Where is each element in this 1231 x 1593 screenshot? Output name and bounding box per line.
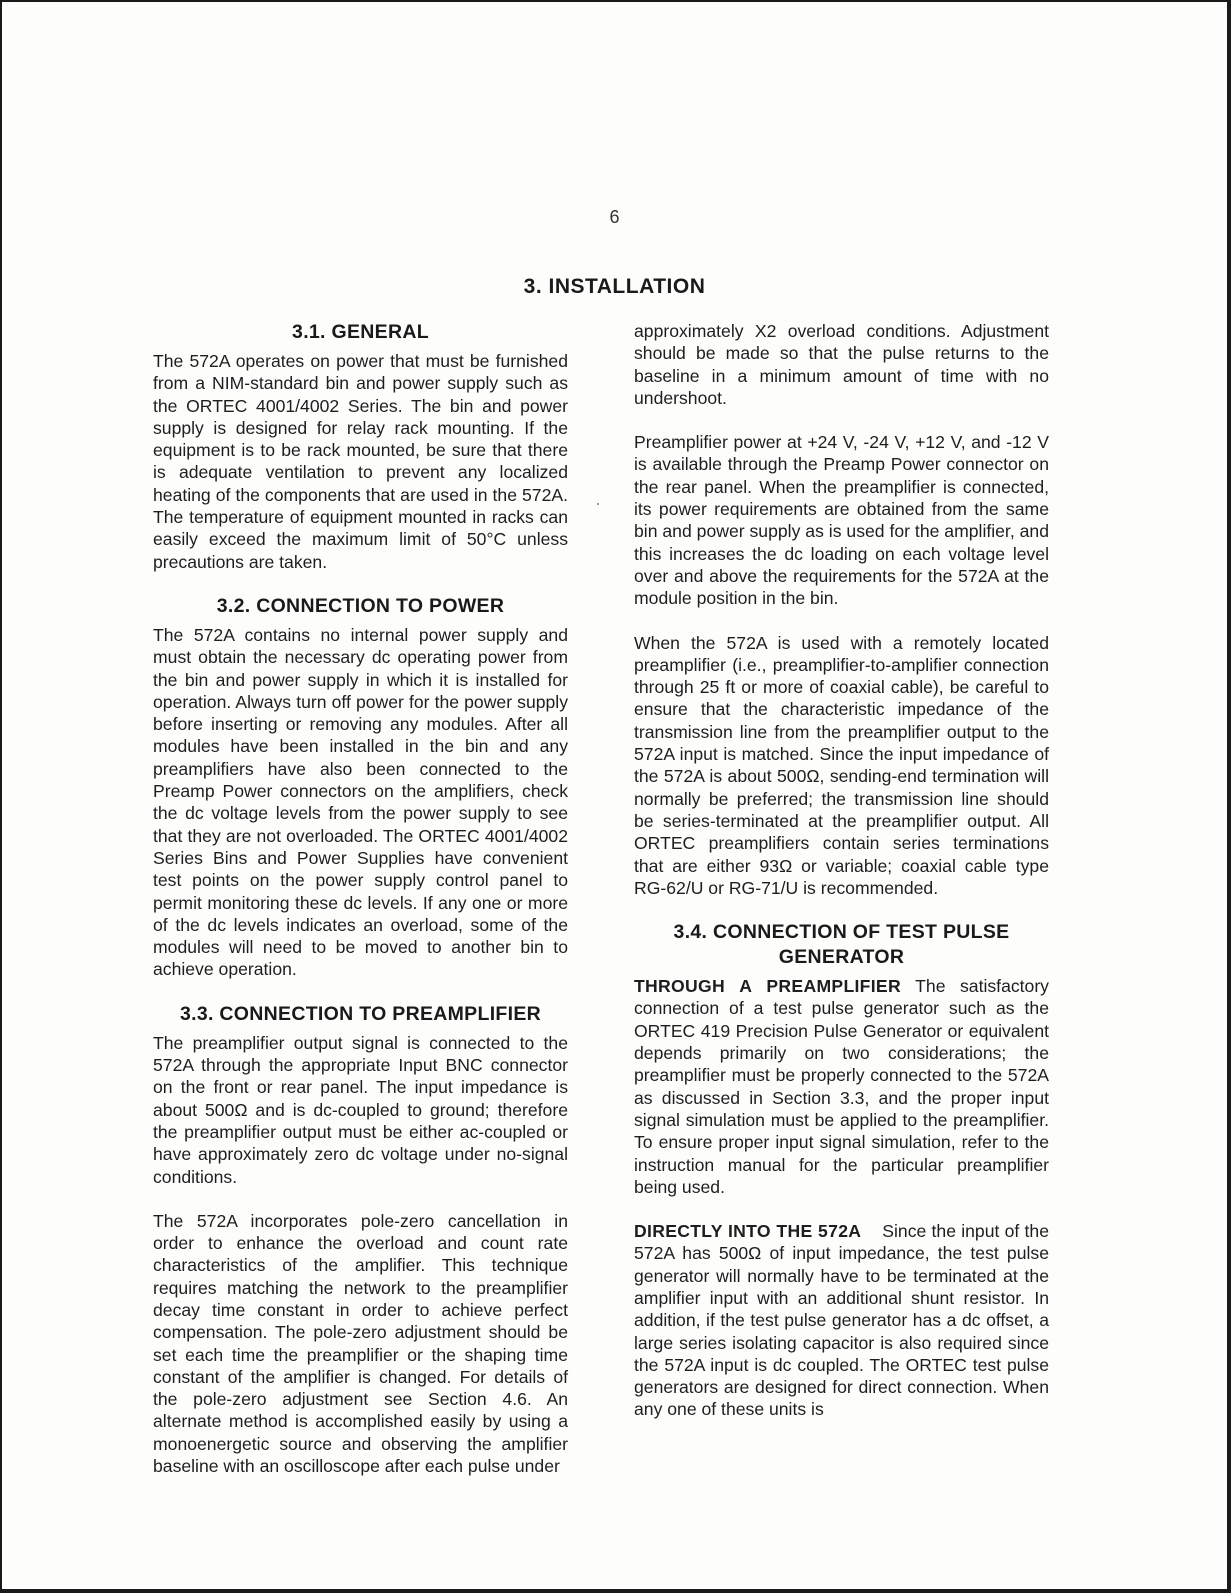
section-heading-power: 3.2. CONNECTION TO POWER <box>216 594 505 617</box>
section-test-pulse-generator <box>634 920 1049 1421</box>
run-in-through-preamplifier: THROUGH A PREAMPLIFIER <box>634 976 901 997</box>
document-page <box>2 2 1227 1589</box>
paragraph-through-preamplifier <box>634 975 1049 1198</box>
paragraph-preamplifier-input: The preamplifier output signal is connected to the 572A through the appropriate Input BNC connector on the front or rear panel. The input impedance is about 500Ω and is dc-coupled to ground; therefore the preamplifier output must be either ac-coupled or have approximately zero dc voltage under no-signal conditions. <box>153 1032 568 1187</box>
text-through-preamplifier: The satisfactory connection of a test pulse generator such as the ORTEC 419 Precision Pulse Generator or equivalent depends primarily on two considerations; the preamplifier must be properly connected to the 572A as discussed in Section 3.3, and the proper input signal simulation must be applied to the preamplifier. To ensure proper input signal simulation, refer to the instruction manual for the particular preamplifier being used. <box>634 976 1049 1197</box>
section-general <box>153 320 568 573</box>
paragraph-general: The 572A operates on power that must be furnished from a NIM-standard bin and power supply such as the ORTEC 4001/4002 Series. The bin and power supply is designed for relay rack mounting. If the equipment is to be rack mounted, be sure that there is adequate ventilation to prevent any localized heating of the components that are used in the 572A. The temperature of equipment mounted in racks can easily exceed the maximum limit of 50°C unless precautions are taken. <box>153 351 568 572</box>
chapter-title: 3. INSTALLATION <box>523 275 706 298</box>
paragraph-power: The 572A contains no internal power supply and must obtain the necessary dc operating power from the bin and power supply in which it is installed for operation. Always turn off power for the power supply before inserting or removing any modules. After all modules have been installed in the bin and any preamplifiers have also been connected to the Preamp Power connectors on the amplifiers, check the dc voltage levels from the power supply to see that they are not overloaded. The ORTEC 4001/4002 Series Bins and Power Supplies have convenient test points on the power supply control panel to permit monitoring these dc levels. If any one or more of the dc levels indicates an overload, some of the modules will need to be moved to another bin to achieve operation. <box>153 624 568 980</box>
run-in-directly-into-572a: DIRECTLY INTO THE 572A <box>634 1221 862 1242</box>
section-heading-preamplifier: 3.3. CONNECTION TO PREAMPLIFIER <box>179 1002 542 1025</box>
paragraph-remote-preamplifier: When the 572A is used with a remotely located preamplifier (i.e., preamplifier-to-amplifier connection through 25 ft or more of coaxial cable), be careful to ensure that the characteristic impedance of the transmission line from the preamplifier output to the 572A input is matched. Since the input impedance of the 572A is about 500Ω, sending-end termination will normally be preferred; the transmission line should be series-terminated at the preamplifier output. All ORTEC preamplifiers contain series terminations that are either 93Ω or variable; coaxial cable type RG-62/U or RG-71/U is recommended. <box>634 632 1049 898</box>
section-heading-test-pulse <box>634 920 1049 970</box>
page-number: 6 <box>609 207 620 227</box>
heading-line-1: 3.4. CONNECTION OF TEST PULSE <box>673 921 1010 944</box>
heading-line-2: GENERATOR <box>778 946 905 969</box>
section-connection-to-power <box>153 594 568 981</box>
paragraph-preamp-power: Preamplifier power at +24 V, -24 V, +12 V, and -12 V is available through the Preamp Power connector on the rear panel. When the preamplifier is connected, its power requirements are obtained from the same bin and power supply as is used for the amplifier, and this increases the dc loading on each voltage level over and above the requirements for the 572A at the module position in the bin. <box>634 432 1049 609</box>
paragraph-directly-into-572a <box>634 1220 1049 1421</box>
paragraph-pole-zero: The 572A incorporates pole-zero cancellation in order to enhance the overload and count rate characteristics of the amplifier. This technique requires matching the network to the preamplifier decay time constant in order to achieve perfect compensation. The pole-zero adjustment should be set each time the preamplifier or the shaping time constant of the amplifier is changed. For details of the pole-zero adjustment see Section 4.6. An alternate method is accomplished easily by using a monoenergetic source and observing the amplifier baseline with an oscilloscope after each pulse under <box>153 1210 568 1477</box>
scan-speck <box>597 503 599 505</box>
section-connection-to-preamplifier <box>153 1002 568 1478</box>
section-heading-general: 3.1. GENERAL <box>292 321 429 343</box>
paragraph-overload-continued: approximately X2 overload conditions. Adjustment should be made so that the pulse returns to the baseline in a minimum amount of time with no undershoot. <box>634 321 1049 408</box>
right-column <box>634 320 1049 1421</box>
text-directly-into-572a: Since the input of the 572A has 500Ω of input impedance, the test pulse generator will normally have to be terminated at the amplifier input with an additional shunt resistor. In addition, if the test pulse generator has a dc offset, a large series isolating capacitor is also required since the 572A input is dc coupled. The ORTEC test pulse generators are designed for direct connection. When any one of these units is <box>634 1221 1049 1420</box>
left-column <box>153 320 568 1477</box>
